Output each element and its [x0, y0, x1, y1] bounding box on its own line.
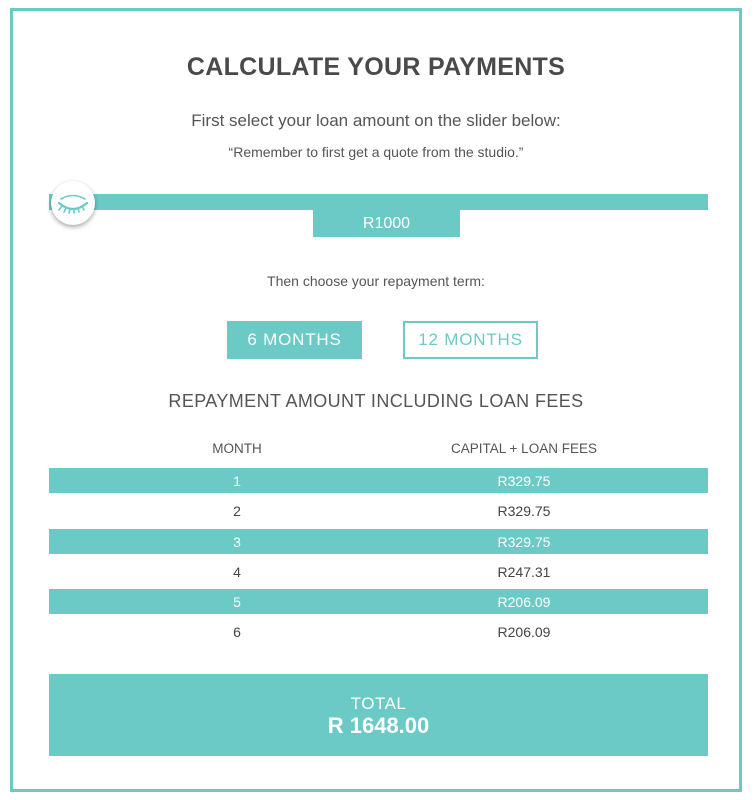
table-row: [49, 529, 708, 554]
amount-cell: R329.75: [497, 473, 551, 489]
month-cell: 3: [233, 534, 241, 550]
amount-cell: R329.75: [497, 503, 551, 519]
month-cell: 6: [233, 624, 241, 640]
month-cell: 4: [233, 564, 241, 580]
amount-cell: R206.09: [497, 594, 551, 610]
month-cell: 5: [233, 594, 241, 610]
term-instruction: Then choose your repayment term:: [267, 273, 485, 289]
quote-note: “Remember to first get a quote from the studio.”: [228, 144, 524, 160]
repayment-table-header: [49, 441, 708, 461]
amount-cell: R206.09: [497, 624, 551, 640]
repayment-section-title: REPAYMENT AMOUNT INCLUDING LOAN FEES: [168, 391, 584, 411]
table-row: [49, 498, 708, 523]
total-value: R 1648.00: [327, 713, 430, 738]
table-row: [49, 619, 708, 644]
term-6-months-button[interactable]: 6 MONTHS: [227, 321, 362, 359]
amount-cell: R329.75: [497, 534, 551, 550]
eyelash-icon: [56, 191, 90, 215]
total-label: TOTAL: [350, 694, 407, 713]
term-12-months-button[interactable]: 12 MONTHS: [403, 321, 538, 359]
column-header-capital-fees: CAPITAL + LOAN FEES: [451, 441, 597, 456]
table-row: [49, 468, 708, 493]
table-row: [49, 589, 708, 614]
column-header-month: MONTH: [212, 441, 262, 456]
loan-amount-slider-handle[interactable]: [51, 181, 95, 225]
table-row: [49, 559, 708, 584]
month-cell: 1: [233, 473, 241, 489]
slider-instruction: First select your loan amount on the slider below:: [191, 111, 561, 130]
loan-amount-value: R1000: [313, 210, 460, 237]
month-cell: 2: [233, 503, 241, 519]
total-box: [49, 674, 708, 756]
calculator-panel: [10, 8, 742, 792]
loan-amount-slider-track[interactable]: [49, 194, 708, 210]
amount-cell: R247.31: [497, 564, 551, 580]
page-title: CALCULATE YOUR PAYMENTS: [186, 53, 566, 81]
